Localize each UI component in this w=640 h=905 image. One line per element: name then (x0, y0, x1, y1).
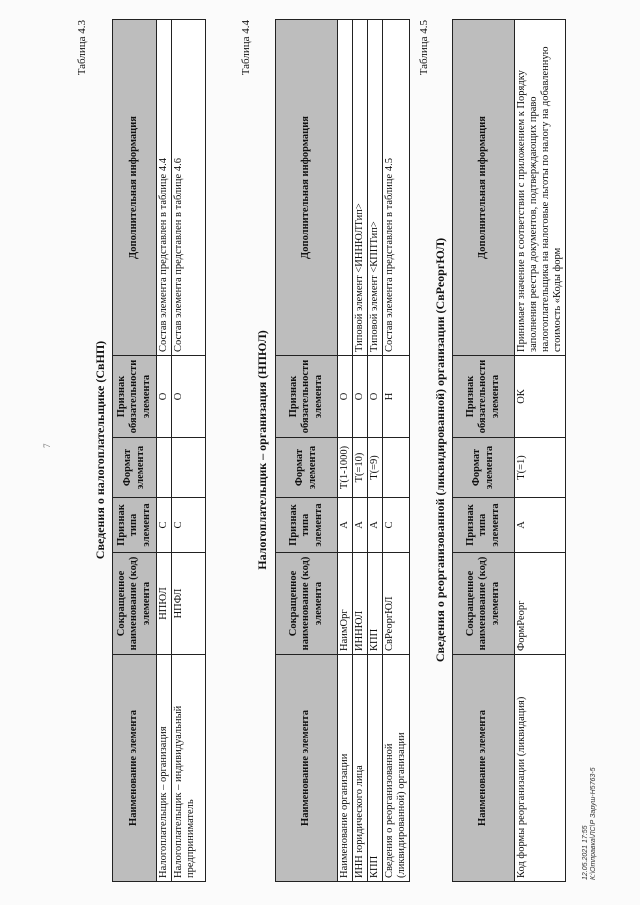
table-4-3 (112, 19, 206, 882)
col-header: Признак обязательности элемента (453, 356, 515, 438)
cell (157, 438, 172, 498)
stamp-line-1: 12.05.2021 17:55 (582, 825, 589, 880)
cell: О (157, 356, 172, 438)
cell (338, 20, 353, 356)
col-header: Дополнительная информация (453, 20, 515, 356)
cell: А (515, 498, 566, 553)
col-header: Признак обязательности элемента (276, 356, 338, 438)
cell: Наименование организации (338, 655, 353, 882)
table-4-4-caption: Таблица 4.4 (240, 20, 252, 76)
cell: T(=1) (515, 438, 566, 498)
cell: КПП (368, 553, 383, 655)
cell: Сведения о реорганизованной (ликвидированной) организации (383, 655, 410, 882)
cell: ИНН юридического лица (353, 655, 368, 882)
cell: О (368, 356, 383, 438)
col-header: Сокращенное наименование (код) элемента (113, 553, 157, 655)
table-header-row (276, 20, 338, 882)
cell: НПФЛ (172, 553, 206, 655)
table-row (172, 20, 206, 882)
cell: Налогоплательщик – индивидуальный предприниматель (172, 655, 206, 882)
table-4-4 (275, 19, 410, 882)
cell: С (157, 498, 172, 553)
cell: НаимОрг (338, 553, 353, 655)
cell: О (353, 356, 368, 438)
col-header: Формат элемента (113, 438, 157, 498)
cell: О (172, 356, 206, 438)
col-header: Дополнительная информация (276, 20, 338, 356)
table-row (157, 20, 172, 882)
page-mark: 7 (42, 443, 52, 448)
cell: А (338, 498, 353, 553)
col-header: Сокращенное наименование (код) элемента (276, 553, 338, 655)
cell: Состав элемента представлен в таблице 4.5 (383, 20, 410, 356)
cell: ФормРеорг (515, 553, 566, 655)
col-header: Сокращенное наименование (код) элемента (453, 553, 515, 655)
cell (172, 438, 206, 498)
cell: С (383, 498, 410, 553)
table-4-3-title: Сведения о налогоплательщике (СвНП) (93, 340, 107, 560)
col-header: Признак типа элемента (113, 498, 157, 553)
cell: T(=9) (368, 438, 383, 498)
cell: Состав элемента представлен в таблице 4.4 (157, 20, 172, 356)
table-header-row (113, 20, 157, 882)
col-header: Признак типа элемента (276, 498, 338, 553)
col-header: Формат элемента (276, 438, 338, 498)
cell: ОК (515, 356, 566, 438)
table-4-3-caption: Таблица 4.3 (76, 20, 88, 76)
table-4-5-caption: Таблица 4.5 (418, 20, 430, 76)
cell: T(=10) (353, 438, 368, 498)
cell: А (368, 498, 383, 553)
col-header: Дополнительная информация (113, 20, 157, 356)
cell: ИННЮЛ (353, 553, 368, 655)
stamp-line-2: К:\Отправка\ЛС\Р Заруш-Н5763-5 (590, 767, 598, 880)
cell: Код формы реорганизации (ликвидация) (515, 655, 566, 882)
cell: А (353, 498, 368, 553)
table-row (353, 20, 368, 882)
print-stamp (582, 660, 599, 880)
table-row (338, 20, 353, 882)
cell: НПЮЛ (157, 553, 172, 655)
col-header: Наименование элемента (453, 655, 515, 882)
cell: Типовой элемент <ИННЮЛТип> (353, 20, 368, 356)
col-header: Формат элемента (453, 438, 515, 498)
cell: КПП (368, 655, 383, 882)
table-4-4-title: Налогоплательщик – организация (НПЮЛ) (255, 330, 269, 570)
col-header: Наименование элемента (276, 655, 338, 882)
col-header: Признак обязательности элемента (113, 356, 157, 438)
cell: Типовой элемент <КППТип> (368, 20, 383, 356)
col-header: Наименование элемента (113, 655, 157, 882)
cell (383, 438, 410, 498)
cell: T(1-1000) (338, 438, 353, 498)
cell: СвРеоргЮЛ (383, 553, 410, 655)
cell: Н (383, 356, 410, 438)
cell: Принимает значение в соответствии с приложением к Порядку заполнения реестра документов, подтверждающих право налогоплательщика на налоговые льготы по налогу на добавленную стоимость «Коды форм (515, 20, 566, 356)
table-header-row (453, 20, 515, 882)
cell: О (338, 356, 353, 438)
cell: Состав элемента представлен в таблице 4.6 (172, 20, 206, 356)
table-4-5-title: Сведения о реорганизованной (ликвидированной) организации (СвРеоргЮЛ) (433, 237, 447, 663)
table-row (515, 20, 566, 882)
col-header: Признак типа элемента (453, 498, 515, 553)
table-row (368, 20, 383, 882)
table-4-5 (452, 19, 566, 882)
table-row (383, 20, 410, 882)
cell: Налогоплательщик – организация (157, 655, 172, 882)
cell: С (172, 498, 206, 553)
